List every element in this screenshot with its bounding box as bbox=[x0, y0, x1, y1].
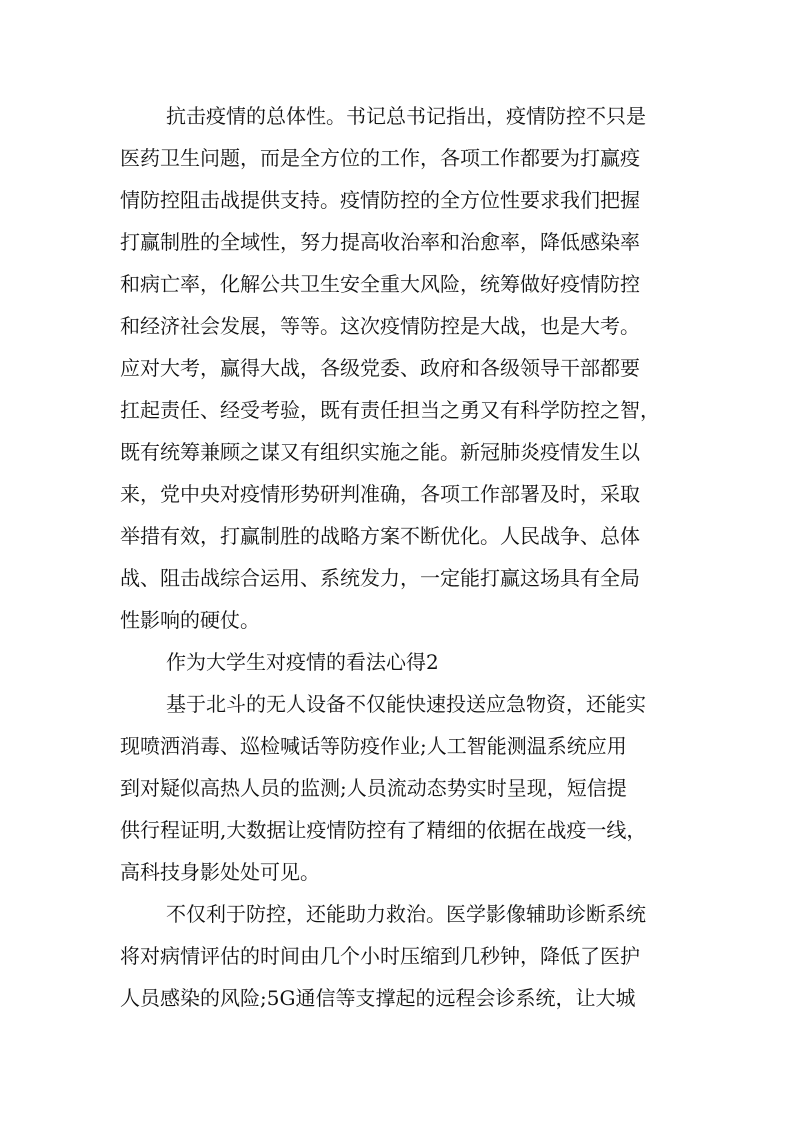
paragraph-line bbox=[0, 768, 794, 808]
line-text: 和经济社会发展，等等。这次疫情防控是大战，也是大考。 bbox=[120, 314, 640, 338]
heading-text: 作为大学生对疫情的看法心得2 bbox=[166, 650, 439, 674]
line-text: 现喷洒消毒、巡检喊话等防疫作业;人工智能测温系统应用 bbox=[120, 734, 627, 758]
line-text: 性影响的硬仗。 bbox=[120, 608, 260, 632]
paragraph-line bbox=[0, 222, 794, 262]
line-text: 应对大考，赢得大战，各级党委、政府和各级领导干部都要 bbox=[120, 356, 640, 380]
paragraph-line bbox=[0, 684, 794, 724]
paragraph-line bbox=[0, 852, 794, 892]
line-text: 扛起责任、经受考验，既有责任担当之勇又有科学防控之智， bbox=[120, 398, 660, 422]
paragraph-line bbox=[0, 138, 794, 178]
paragraph-line bbox=[0, 558, 794, 598]
paragraph-line bbox=[0, 348, 794, 388]
line-text: 抗击疫情的总体性。书记总书记指出，疫情防控不只是 bbox=[166, 104, 646, 128]
paragraph-line bbox=[0, 600, 794, 640]
line-text: 举措有效，打赢制胜的战略方案不断优化。人民战争、总体 bbox=[120, 524, 640, 548]
line-text: 情防控阻击战提供支持。疫情防控的全方位性要求我们把握 bbox=[120, 188, 640, 212]
line-text: 战、阻击战综合运用、系统发力，一定能打赢这场具有全局 bbox=[120, 566, 640, 590]
line-text: 来，党中央对疫情形势研判准确，各项工作部署及时，采取 bbox=[120, 482, 640, 506]
paragraph-line bbox=[0, 390, 794, 430]
line-text: 基于北斗的无人设备不仅能快速投送应急物资，还能实 bbox=[166, 692, 646, 716]
line-text: 打赢制胜的全域性，努力提高收治率和治愈率，降低感染率 bbox=[120, 230, 640, 254]
line-text: 不仅利于防控，还能助力救治。医学影像辅助诊断系统 bbox=[166, 902, 646, 926]
paragraph-line bbox=[0, 810, 794, 850]
paragraph-line bbox=[0, 978, 794, 1018]
paragraph-line bbox=[0, 474, 794, 514]
line-text: 将对病情评估的时间由几个小时压缩到几秒钟，降低了医护 bbox=[120, 944, 640, 968]
paragraph-line bbox=[0, 306, 794, 346]
line-text: 高科技身影处处可见。 bbox=[120, 860, 320, 884]
line-text: 和病亡率，化解公共卫生安全重大风险，统筹做好疫情防控 bbox=[120, 272, 640, 296]
section-heading bbox=[0, 642, 794, 682]
paragraph-line bbox=[0, 264, 794, 304]
paragraph-line bbox=[0, 516, 794, 556]
line-text: 既有统筹兼顾之谋又有组织实施之能。新冠肺炎疫情发生以 bbox=[120, 440, 640, 464]
line-text: 到对疑似高热人员的监测;人员流动态势实时呈现，短信提 bbox=[120, 776, 627, 800]
line-text: 医药卫生问题，而是全方位的工作，各项工作都要为打赢疫 bbox=[120, 146, 640, 170]
line-text: 供行程证明,大数据让疫情防控有了精细的依据在战疫一线， bbox=[120, 818, 647, 842]
paragraph-line bbox=[0, 432, 794, 472]
paragraph-line bbox=[0, 180, 794, 220]
paragraph-line bbox=[0, 726, 794, 766]
paragraph-line bbox=[0, 96, 794, 136]
paragraph-line bbox=[0, 936, 794, 976]
paragraph-line bbox=[0, 894, 794, 934]
line-text: 人员感染的风险;5G通信等支撑起的远程会诊系统，让大城 bbox=[120, 986, 636, 1010]
